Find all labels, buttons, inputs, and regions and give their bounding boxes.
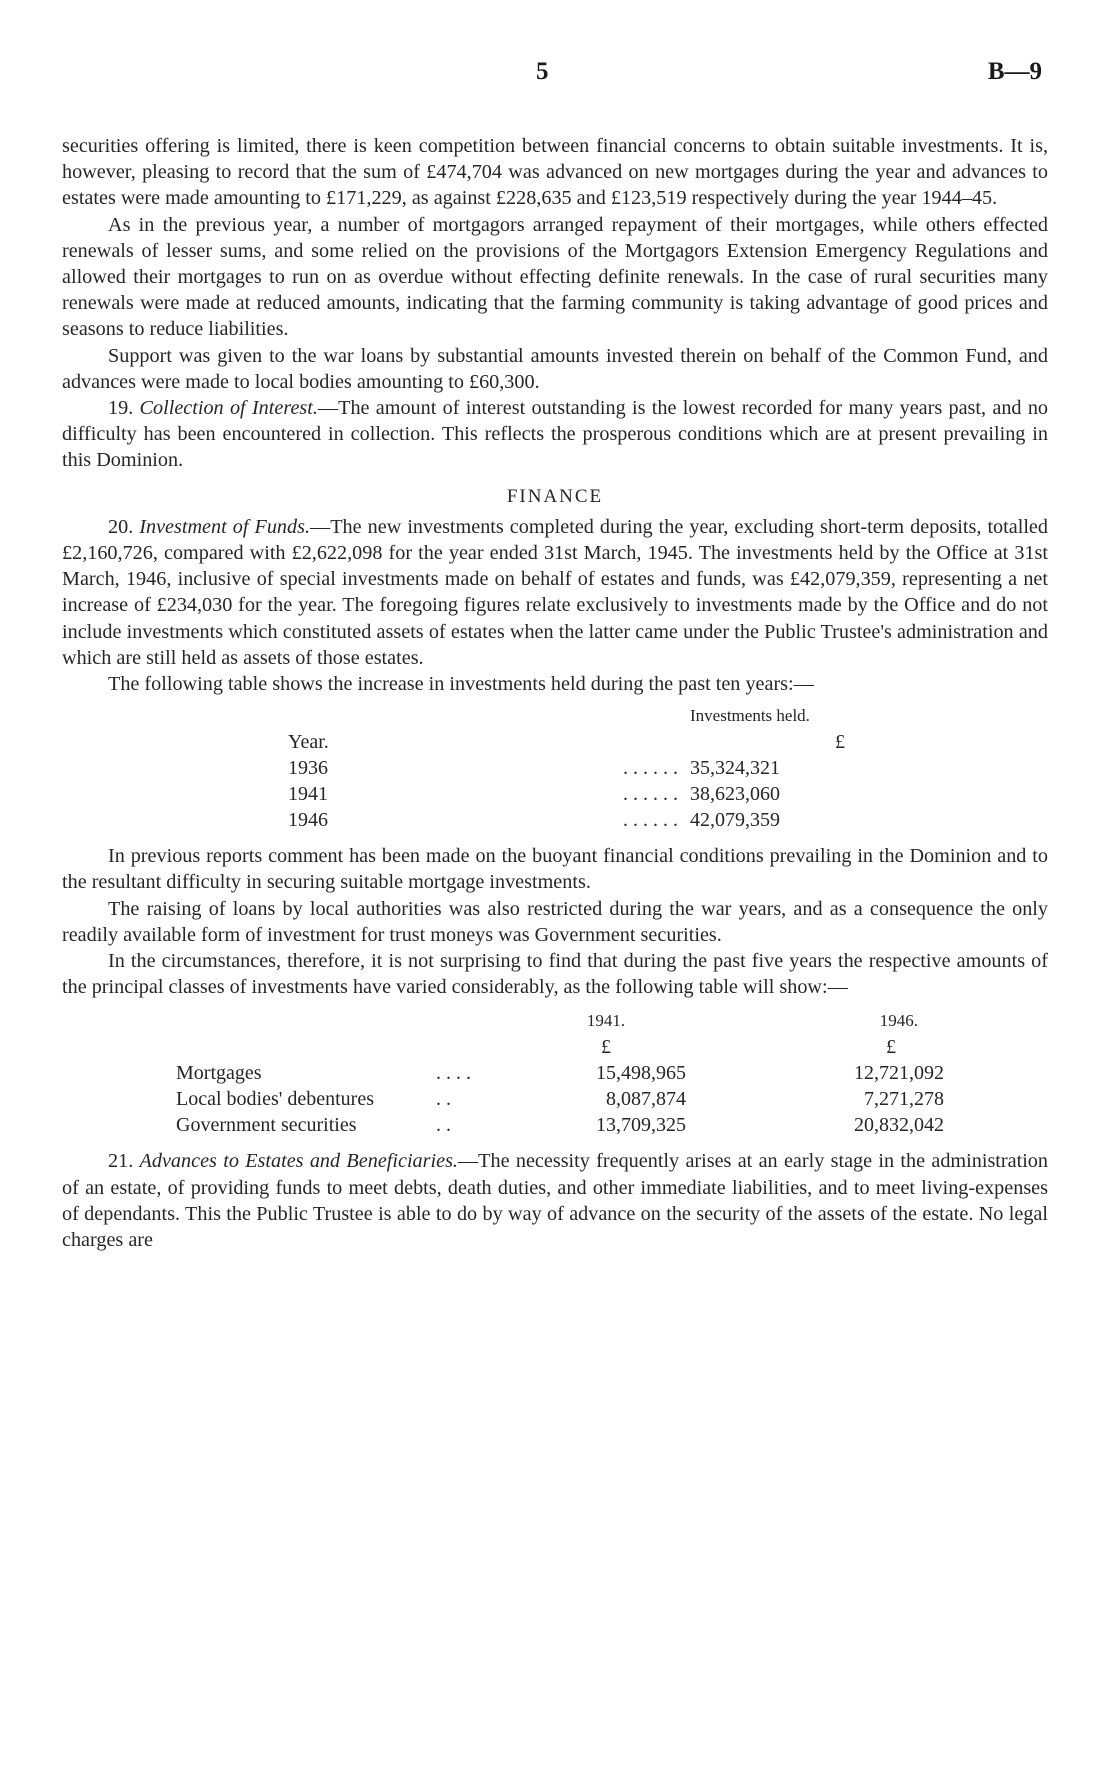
table-header-row [288, 729, 940, 755]
year-cell: 1946 [288, 809, 328, 832]
value-cell: 38,623,060 [690, 783, 780, 806]
category-cell: Mortgages [176, 1062, 262, 1085]
section-body: —The amount of interest outstanding is the lowest recorded for many years past, and no difficulty has been encountered in collection. This reflects the prosperous conditions which are at present prevailing in this Dominion. [62, 397, 1049, 472]
year-cell: 1941 [288, 783, 328, 806]
leader-dots: . . . . . . [623, 757, 678, 780]
column-unit-1946: £ [886, 1036, 896, 1059]
paragraph-previous-reports: In previous reports comment has been made on the buoyant financial conditions prevailing in the Dominion and to the resultant difficulty in securing suitable mortgage investments. [62, 845, 1048, 894]
value-1941-cell: 13,709,325 [596, 1114, 686, 1137]
paragraph-local-authorities: The raising of loans by local authorities was also restricted during the war years, and as a consequence the only readily available form of investment for trust moneys was Government securities. [62, 897, 1048, 946]
section-number: 19. [108, 397, 134, 420]
table-row [288, 807, 940, 833]
column-header-1941: 1941. [586, 1011, 626, 1031]
column-header-1946: 1946. [879, 1011, 918, 1031]
section-title: Investment of Funds. [139, 515, 311, 538]
paragraph-mortgagors: As in the previous year, a number of mortgagors arranged repayment of their mortgages, while others effected renewals of lesser sums, and some relied on the provisions of the Mortgagors Extension Emergency Regulations and allowed their mortgages to run on as overdue without effecting definite renewals. In the case of rural securities many renewals were made at reduced amounts, indicating that the farming community is taking advantage of good prices and seasons to reduce liabilities. [62, 213, 1048, 341]
column-unit-1941: £ [601, 1036, 611, 1059]
leader-dots: . . . . . . [623, 809, 678, 832]
paragraph-circumstances: In the circumstances, therefore, it is not surprising to find that during the past five years the respective amounts of the principal classes of investments have varied considerably, as the following table will show:— [62, 950, 1048, 999]
category-cell: Local bodies' debentures [176, 1088, 374, 1111]
paragraph-advances-to-estates [62, 1148, 1048, 1253]
column-header-year: Year. [288, 731, 329, 754]
section-body: —The necessity frequently arises at an early stage in the administration of an estate, of providing funds to meet debts, death duties, and other immediate liabilities, and to meet living-expenses of dependants. This the Public Trustee is able to do by way of advance on the security of the assets of the estate. No legal charges are [62, 1150, 1048, 1252]
category-cell: Government securities [176, 1114, 357, 1137]
body-text [62, 133, 1048, 1253]
section-number: 21. [108, 1150, 134, 1173]
column-header-unit: £ [835, 731, 845, 754]
value-cell: 42,079,359 [690, 809, 780, 832]
section-title: Advances to Estates and Beneficiaries. [139, 1150, 458, 1173]
page-header [0, 58, 1114, 94]
investment-classes-table [176, 1008, 944, 1138]
section-body: —The new investments completed during the year, excluding short-term deposits, totalled £2,160,726, compared with £2,622,098 for the year ended 31st March, 1945. The investments held by the Office at 31st March, 1946, inclusive of special investments made on behalf of estates and funds, was £42,079,359, representing a net increase of £234,030 for the year. The foregoing figures relate exclusively to investments made by the Office and do not include investments which constituted assets of estates when the latter came under the Public Trustee's administration and which are still held as assets of those estates. [62, 515, 1048, 669]
year-cell: 1936 [288, 757, 328, 780]
table-row [288, 755, 940, 781]
leader-dots: . . . . [436, 1062, 471, 1085]
table-row [176, 1086, 944, 1112]
investments-held-table [288, 703, 940, 833]
section-number: 20. [108, 515, 134, 538]
section-title: Collection of Interest. [139, 397, 318, 420]
table-header-row [288, 703, 940, 729]
value-1946-cell: 20,832,042 [854, 1114, 944, 1137]
value-1941-cell: 15,498,965 [596, 1062, 686, 1085]
report-code: B—9 [987, 58, 1042, 85]
table-row [288, 781, 940, 807]
value-1941-cell: 8,087,874 [606, 1088, 686, 1111]
value-1946-cell: 7,271,278 [864, 1088, 944, 1111]
value-cell: 35,324,321 [690, 757, 780, 780]
leader-dots: . . [436, 1114, 451, 1137]
paragraph-collection-of-interest [62, 395, 1048, 474]
column-header-investments-held: Investments held. [690, 706, 810, 726]
table-row [176, 1060, 944, 1086]
paragraph-war-loans: Support was given to the war loans by substantial amounts invested therein on behalf of the Common Fund, and advances were made to local bodies amounting to £60,300. [62, 344, 1048, 393]
paragraph-securities: securities offering is limited, there is keen competition between financial concerns to obtain suitable investments. It is, however, pleasing to record that the sum of £474,704 was advanced on new mortgages during the year and advances to estates were made amounting to £171,229, as against £228,635 and £123,519 respectively during the year 1944–45. [62, 135, 1048, 210]
paragraph-table-intro: The following table shows the increase in investments held during the past ten years:— [108, 673, 814, 696]
paragraph-investment-of-funds [62, 514, 1048, 671]
leader-dots: . . . . . . [623, 783, 678, 806]
table-row [176, 1112, 944, 1138]
leader-dots: . . [436, 1088, 451, 1111]
table-header-row [176, 1008, 944, 1034]
value-1946-cell: 12,721,092 [854, 1062, 944, 1085]
table-header-row [176, 1034, 944, 1060]
page-number: 5 [536, 58, 549, 85]
section-heading-finance: FINANCE [506, 485, 604, 507]
